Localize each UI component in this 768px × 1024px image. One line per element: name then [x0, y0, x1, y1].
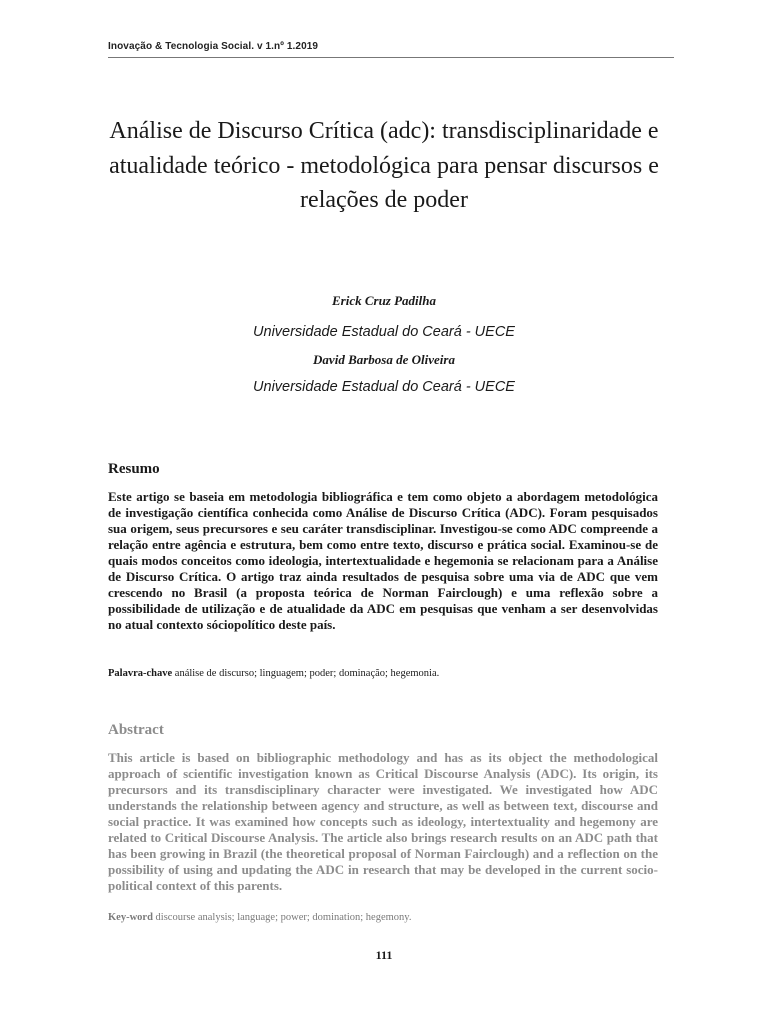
- resumo-text: Este artigo se baseia em metodologia bibliográfica e tem como objeto a abordagem metodológica de investigação científica conhecida como Análise de Discurso Crítica (ADC). Foram pesquisados sua origem, seus precursores e seu caráter transdisciplinar. Investigou-se como ADC compreende a relação entre agência e estrutura, bem como entre texto, discurso e prática social. Examinou-se de quais modos conceitos como ideologia, intertextualidade e hegemonia se relacionam para a Análise de Discurso Crítica. O artigo traz ainda resultados de pesquisa sobre uma via de ADC que vem crescendo no Brasil (a proposta teórica de Norman Fairclough) e uma reflexão sobre a possibilidade de utilização e de atualidade da ADC em pesquisas que venham a ser desenvolvidas no atual contexto sóciopolítico deste país.: [108, 489, 658, 632]
- running-head: Inovação & Tecnologia Social. v 1.nº 1.2019: [108, 41, 319, 52]
- keywords-label: Key-word: [108, 912, 153, 923]
- header-rule: [108, 57, 674, 58]
- keywords-values: análise de discurso; linguagem; poder; dominação; hegemonia.: [174, 668, 440, 679]
- author-name: Erick Cruz Padilha: [331, 293, 437, 308]
- abstract-keywords: [108, 912, 668, 923]
- author-affiliation: Universidade Estadual do Ceará - UECE: [253, 324, 515, 340]
- keywords-values: discourse analysis; language; power; domination; hegemony.: [155, 912, 412, 923]
- article-title: Análise de Discurso Crítica (adc): transdisciplinaridade e atualidade teórico - metodológica para pensar discursos e relações de poder: [109, 118, 659, 213]
- author-name: David Barbosa de Oliveira: [313, 352, 455, 367]
- resumo-keywords: [108, 668, 668, 679]
- resumo-heading: Resumo: [108, 461, 160, 477]
- abstract-heading: Abstract: [108, 722, 164, 738]
- page-number: 111: [375, 948, 393, 962]
- abstract-text: This article is based on bibliographic methodology and has as its object the methodological approach of scientific investigation known as Critical Discourse Analysis (ADC). Its origin, its precursors and its transdisciplinary character were investigated. We investigated how ADC understands the relationship between agency and structure, as well as between text, discourse and social practice. It was examined how concepts such as ideology, intertextuality and hegemony are related to Critical Discourse Analysis. The article also brings research results on an ADC path that has been growing in Brazil (the theoretical proposal of Norman Fairclough) and a reflection on the possibility of using and updating the ADC in research that may be developed in the current socio-political context of this parents.: [108, 750, 658, 893]
- author-affiliation: Universidade Estadual do Ceará - UECE: [253, 379, 515, 395]
- keywords-label: Palavra-chave: [108, 668, 173, 679]
